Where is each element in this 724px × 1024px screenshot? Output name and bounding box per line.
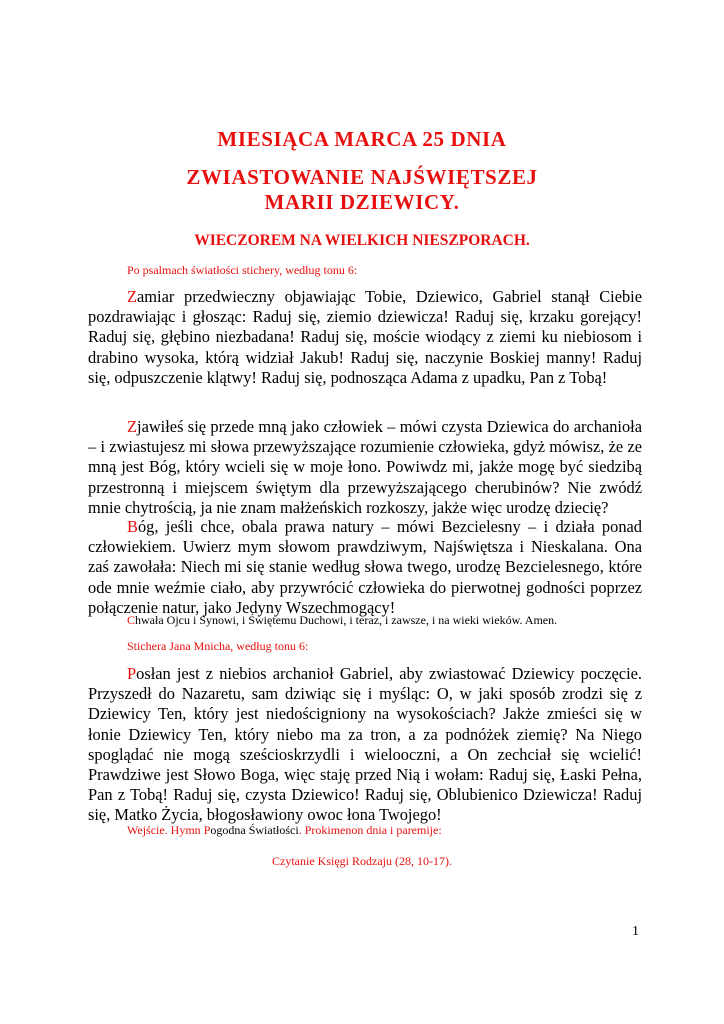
stichera-text: óg, jeśli chce, obala prawa natury – mówi Bezcielesny – i działa ponad człowiekiem. Uwierz mym słowom prawdziwym, Najświętsza i Nieskalana. Ona zaś zawołała: Niech mi się stanie według słowa twego, urodzę Bezcielesnego, które ode mnie weźmie ciało, aby przywrócić człowieka do pierwotnej godności poprzez połączenie natur, jako Jedyny Wszechmogący! bbox=[88, 517, 642, 617]
entrance-rubric-part: Wejście. Hymn bbox=[127, 823, 204, 837]
hymn-name: ogodna Światłości bbox=[210, 823, 299, 837]
page-number: 1 bbox=[632, 924, 639, 939]
reading-title: Czytanie Księgi Rodzaju (28, 10-17). bbox=[272, 854, 452, 868]
entrance-rubric bbox=[127, 822, 442, 838]
drop-initial: C bbox=[127, 613, 136, 627]
entrance-rubric-part: . Prokimenon dnia i paremije: bbox=[298, 823, 442, 837]
feast-name-title-line2: MARII DZIEWICY. bbox=[264, 190, 460, 214]
service-subtitle: WIECZOREM NA WIELKICH NIESZPORACH. bbox=[194, 232, 530, 249]
rubric-john-monk: Stichera Jana Mnicha, według tonu 6: bbox=[127, 639, 309, 653]
doxology-text: hwała Ojcu i Synowi, i Świętemu Duchowi, i teraz, i zawsze, i na wieki wieków. Amen. bbox=[135, 613, 558, 627]
stichera-text: amiar przedwieczny objawiając Tobie, Dziewico, Gabriel stanął Ciebie pozdrawiając i głosząc: Raduj się, ziemio dziewicza! Raduj się, krzaku gorejący! Raduj się, głębino niezbadana! Raduj się, moście wiodący z ziemi ku niebiosom i drabino wysoka, którą widział Jakub! Raduj się, naczynie Boskiej manny! Raduj się, odpuszczenie klątwy! Raduj się, podnosząca Adama z upadku, Pan z Tobą! bbox=[88, 287, 642, 387]
stichera-text: osłan jest z niebios archanioł Gabriel, aby zwiastować Dziewicy poczęcie. Przyszedł do Nazaretu, sam dziwiąc się i myśląc: O, w jaki sposób zrodzi się z Dziewicy Ten, który jest niedościgniony na wysokościach? Jakże zmieści się w łonie Dziewicy Ten, który niebo ma za tron, a za podnóżek ziemię? Na Niego spoglądać nie mogą sześcioskrzydli i wielooczni, a On zechciał się wcielić! Prawdziwe jest Słowo Boga, więc staję przed Nią i wołam: Raduj się, Łaski Pełna, Pan z Tobą! Raduj się, czysta Dziewico! Raduj się, Oblubienico Dziewicza! Raduj się, Matko Życia, błogosławiony owoc łona Twojego! bbox=[88, 664, 642, 825]
feast-name-title-line1: ZWIASTOWANIE NAJŚWIĘTSZEJ bbox=[186, 165, 538, 189]
stichera-paragraph-1 bbox=[88, 287, 642, 388]
drop-initial: Z bbox=[127, 417, 138, 436]
drop-initial: B bbox=[127, 517, 138, 536]
rubric-stichera-tone: Po psalmach światłości stichery, według tonu 6: bbox=[127, 263, 358, 277]
stichera-paragraph-3 bbox=[88, 517, 642, 618]
entrance-rubric-initial: P bbox=[203, 823, 211, 837]
stichera-john-paragraph bbox=[88, 664, 642, 826]
stichera-paragraph-2 bbox=[88, 417, 642, 518]
feast-date-title: MIESIĄCA MARCA 25 DNIA bbox=[217, 127, 507, 151]
stichera-text: jawiłeś się przede mną jako człowiek – mówi czysta Dziewica do archanioła – i zwiastujesz mi słowa przewyższające rozumienie człowieka, gdyż mówisz, że ze mną jest Bóg, który wcieli się w moje łono. Powiwdz mi, jakże mogę być siedzibą przestronną i miejscem świętym dla przewyższającego cherubinów? Nie zwódź mnie chytrością, ja nie znam małżeńskich rozkoszy, jakże więc urodzę dziecię? bbox=[88, 417, 642, 517]
drop-initial: Z bbox=[127, 287, 138, 306]
drop-initial: P bbox=[127, 664, 137, 683]
doxology-line bbox=[127, 612, 557, 628]
